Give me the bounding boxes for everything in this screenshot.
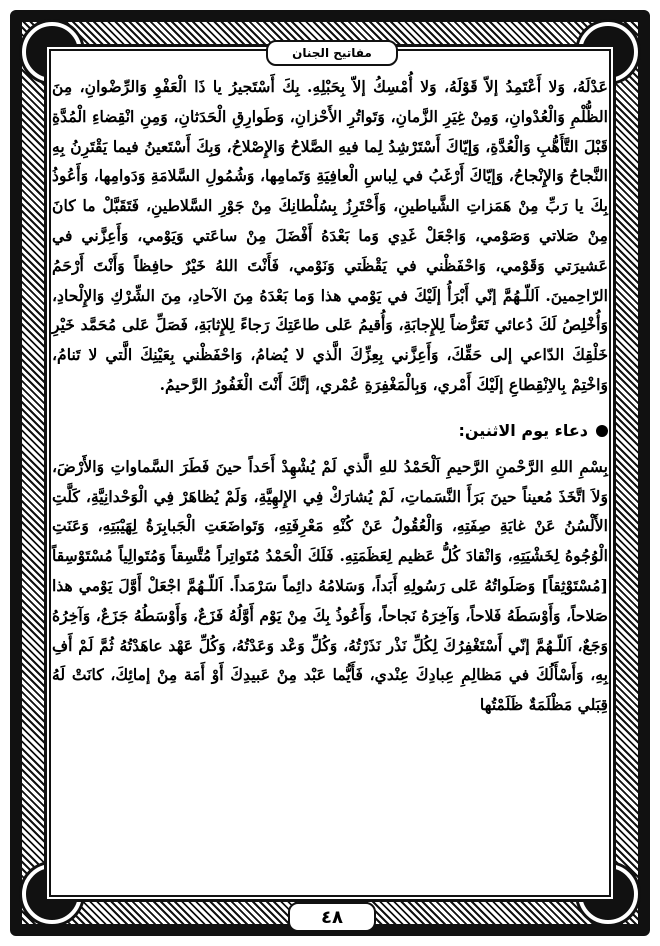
page-number: ٤٨ xyxy=(288,902,376,932)
prayer-paragraph: عَدْلَهُ، وَلا أَعْتَمِدُ إلاّ قَوْلَهُ، وَلا أُمْسِكُ إلاّ بِحَبْلِهِ. بِكَ أَسْتَجيرُ يا ذَا الْعَفْوِ وَالرِّضْوانِ، مِنَ الظُّلْمِ وَالْعُدْوانِ، وَمِنْ غِيَرِ الزَّمانِ، وَتَواتُرِ الأَحْزانِ، وَطَوارِقِ الْحَدَثانِ، وَمِنِ انْقِضاءِ الْمُدَّةِ قَبْلَ التَّأَهُّبِ وَالْعُدَّةِ، وَإيّاكَ أَسْتَرْشِدُ لِما فيهِ الصَّلاحُ وَالإِصْلاحُ، وَبِكَ أَسْتَعينُ فيما يَقْتَرِنُ بِهِ النَّجاحُ وَالإِنْجاحُ، وَإيّاكَ أَرْغَبُ في لِباسِ الْعافِيَةِ وَتَمامِها، وَشُمُولِ السَّلامَةِ وَدَوامِها، وَأَعُوذُ بِكَ يا رَبِّ مِنْ هَمَزاتِ الشَّياطينِ، وَأَحْتَرِزُ بِسُلْطانِكَ مِنْ جَوْرِ السَّلاطينِ، فَتَقَبَّلْ ما كانَ مِنْ صَلاتي وَصَوْمي، وَاجْعَلْ غَدِي وَما بَعْدَهُ أَفْضَلَ مِنْ ساعَتي وَيَوْمي، وَأَعِزَّني في عَشيرَتي وَقَوْمي، وَاحْفَظْني في يَقْظَتي وَنَوْمي، فَأَنْتَ اللهُ خَيْرٌ حافِظاً وَأَنْتَ أَرْحَمُ الرّاحِمينَ. اَللّـهُمَّ إنّي أَبْرَأُ إلَيْكَ في يَوْمي هذا وَما بَعْدَهُ مِنَ الآحادِ، مِنَ الشِّرْكِ وَالإِلْحادِ، وَأُخْلِصُ لَكَ دُعائي تَعَرُّضاً لِلإِجابَةِ، وَأُقيمُ عَلى طاعَتِكَ رَجاءً لِلإِثابَةِ، فَصَلِّ عَلى مُحَمَّد خَيْرِ خَلْقِكَ الدّاعي إلى حَقِّكَ، وَأَعِزَّني بِعِزِّكَ الَّذي لا يُضامُ، وَاحْفَظْني بِعَيْنِكَ الَّتي لا تَنامُ، وَاخْتِمْ بِالاِنْقِطاعِ إلَيْكَ أَمْري، وَبِالْمَغْفِرَةِ عُمْري، إنَّكَ أَنْتَ الْغَفُورُ الرَّحيمُ. xyxy=(52,77,608,394)
bullet-icon xyxy=(596,425,608,437)
section-heading xyxy=(52,418,608,444)
running-header: مفاتيح الجنان xyxy=(266,40,398,66)
page-content xyxy=(52,72,608,720)
section-heading-text: دعاء يوم الاثنين: xyxy=(458,420,588,440)
prayer-paragraph: بِسْمِ اللهِ الرَّحْمنِ الرَّحيمِ اَلْحَمْدُ للهِ الَّذي لَمْ يُشْهِدْ أَحَداً حينَ فَطَرَ السَّماواتِ وَالأَرْضَ، وَلاَ اتَّخَذَ مُعيناً حينَ بَرَأَ النَّسَماتِ، لَمْ يُشارَكْ فِي الإِلهِيَّةِ، وَلَمْ يُظاهَرْ فِي الْوَحْدانِيَّةِ، كَلَّتِ الأَلْسُنُ عَنْ غايَةِ صِفَتِهِ، وَالْعُقُولُ عَنْ كُنْهِ مَعْرِفَتِهِ، وَتَواضَعَتِ الْجَبابِرَةُ لِهَيْبَتِهِ، وَعَنَتِ الْوُجُوهُ لِخَشْيَتِهِ، وَانْقادَ كُلُّ عَظيم لِعَظَمَتِهِ. فَلَكَ الْحَمْدُ مُتَواتِراً مُتَّسِقاً وَمُتَوالِياً مُسْتَوْسِقاً [مُسْتَوْثِقاً] وَصَلَواتُهُ عَلى رَسُولِهِ أَبَداً، وَسَلامُهُ دائِماً سَرْمَداً. اَللّـهُمَّ اجْعَلْ أَوَّلَ يَوْمي هذا صَلاحاً، وَأَوْسَطَهُ فَلاحاً، وَآخِرَهُ نَجاحاً، وَأَعُوذُ بِكَ مِنْ يَوْم أَوَّلُهُ فَزَعٌ، وَأَوْسَطُهُ جَزَعٌ، وَآخِرُهُ وَجَعٌ، اَللّـهُمَّ إنّي أَسْتَغْفِرُكَ لِكُلِّ نَذْر نَذَرْتُهُ، وَكُلِّ وَعْد وَعَدْتُهُ، وَكُلِّ عَهْد عاهَدْتُهُ ثُمَّ لَمْ أَفِ بِهِ، وَأَسْأَلُكَ في مَظالِمِ عِبادِكَ عِنْدي، فَأَيُّما عَبْد مِنْ عَبيدِكَ أَوْ أَمَة مِنْ إمائِكَ، كانَتْ لَهُ قِبَلي مَظْلَمَةٌ ظَلَمْتُها xyxy=(52,456,608,715)
